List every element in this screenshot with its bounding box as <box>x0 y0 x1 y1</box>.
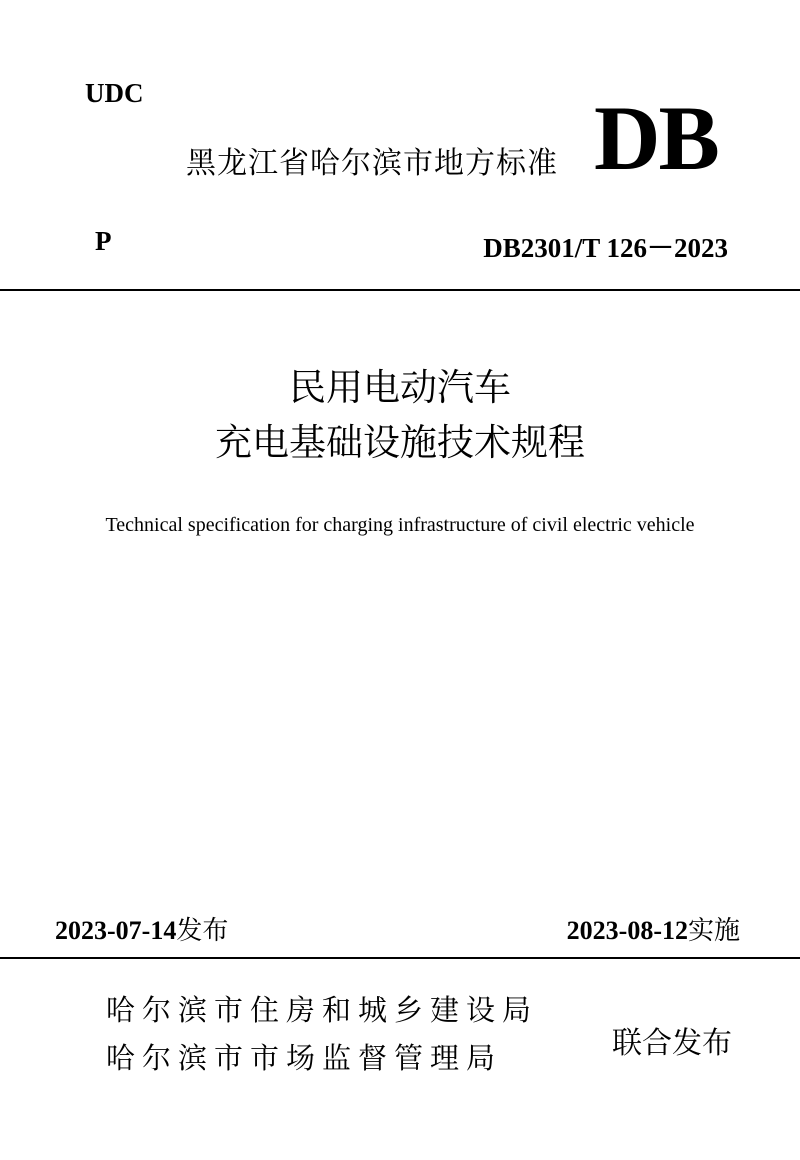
publish-label: 发布 <box>176 916 229 946</box>
issuer-department-2: 哈尔滨市市场监督管理局 <box>106 1041 503 1075</box>
bottom-divider <box>0 957 800 959</box>
effective-date-block <box>567 910 740 947</box>
classification-code: P <box>95 226 112 256</box>
standard-level-title: 黑龙江省哈尔滨市地方标准 <box>186 146 558 181</box>
publish-date: 2023-07-14 <box>55 916 177 945</box>
issuer-department-1: 哈尔滨市住房和城乡建设局 <box>106 993 539 1027</box>
title-zh-line2: 充电基础设施技术规程 <box>215 421 585 464</box>
effective-date: 2023-08-12 <box>566 916 688 945</box>
standard-number: DB2301/T 126－2023 <box>483 233 728 263</box>
title-en: Technical specification for charging infrastructure of civil electric vehicle <box>105 514 695 536</box>
title-zh-line1: 民用电动汽车 <box>289 366 511 409</box>
db-logo-mark: DB <box>594 87 718 189</box>
top-divider <box>0 289 800 291</box>
udc-label: UDC <box>85 78 144 108</box>
effective-label: 实施 <box>687 916 740 946</box>
joint-release-label: 联合发布 <box>612 1026 732 1061</box>
publish-date-block <box>55 910 228 947</box>
